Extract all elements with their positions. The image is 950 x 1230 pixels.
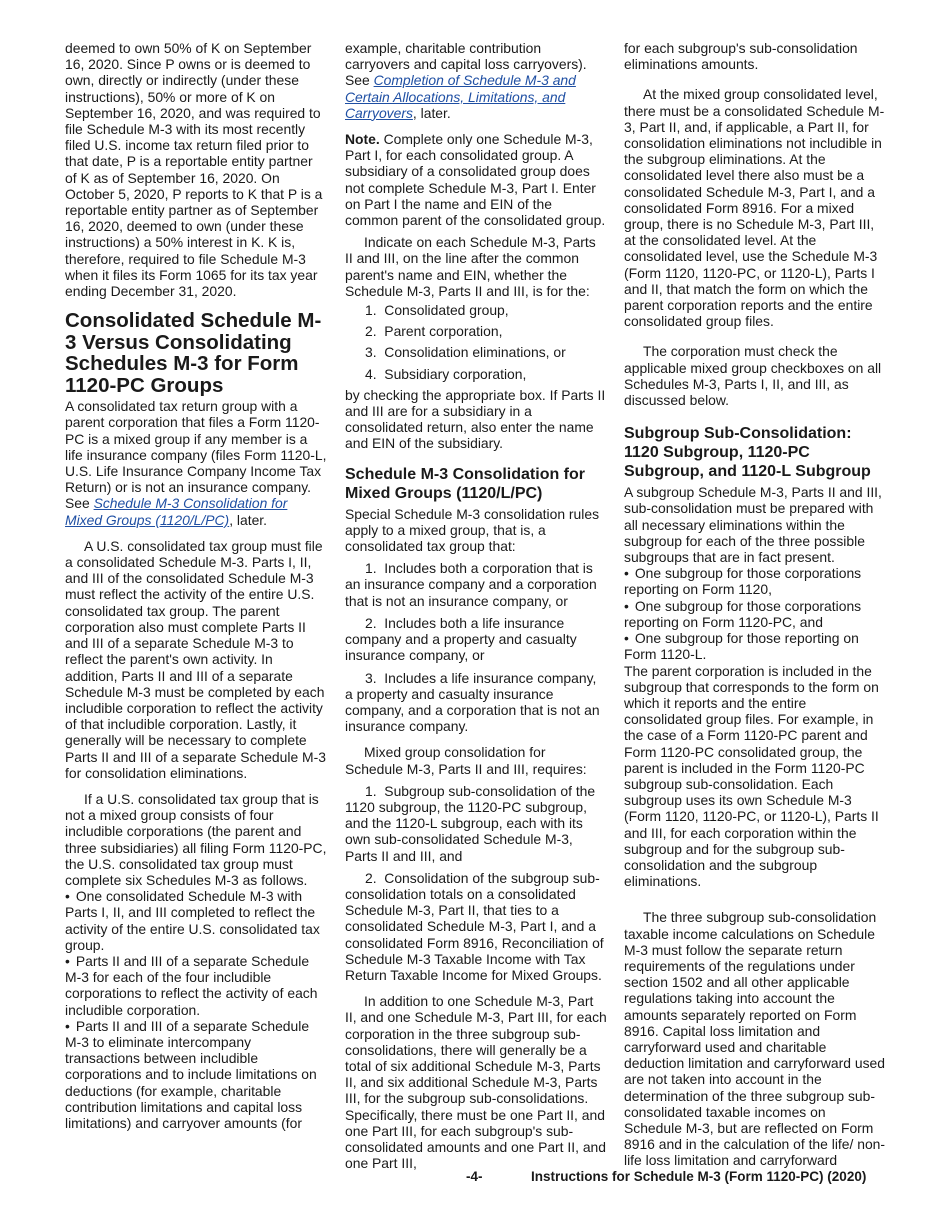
purpose-list <box>345 302 607 382</box>
document-title: Instructions for Schedule M-3 (Form 1120-PC) (2020) <box>531 1169 867 1184</box>
list-item: 1. Consolidated group, <box>365 302 509 319</box>
link-mixed-groups[interactable]: Schedule M-3 Consolidation for Mixed Groups (1120/L/PC) <box>65 495 288 528</box>
bullet-item: • One subgroup for those corporations reporting on Form 1120, <box>624 565 886 597</box>
paragraph-special-rules: Special Schedule M-3 consolidation rules apply to a mixed group, that is, a consolidated tax group that: <box>345 505 600 555</box>
numbered-paragraph: 1. Subgroup sub-consolidation of the 1120 subgroup, the 1120-PC subgroup, and the 1120-L subgroup, each with its own sub-consolidated Schedule M-3, Parts II and III, and <box>345 782 596 864</box>
link-completion-of-schedule[interactable]: Completion of Schedule M-3 and Certain Allocations, Limitations, and Carryovers <box>345 72 576 121</box>
page-number: -4- <box>466 1169 483 1184</box>
list-item: 2. Parent corporation, <box>365 323 503 340</box>
column-3 <box>624 40 886 1169</box>
paragraph-parent-corporation: The parent corporation is included in the subgroup that corresponds to the form on which it reports and the entire consolidated group files. For example, in the case of a Form 1120-PC parent and Form 1120-PC consolidated group, the parent is included in the Form 1120-PC subgroup sub-consolidation. Each subgroup uses its own Schedule M-3 (Form 1120, 1120-PC, or 1120-L), Parts II and III, for each corporation within the subgroup and for the subgroup sub-consolidation and the subgroup eliminations. <box>624 662 879 890</box>
paragraph-subgroup: A subgroup Schedule M-3, Parts II and III, sub-consolidation must be prepared with all necessary eliminations within the subgroup for each of the three possible subgroups that are in fact present. <box>624 484 882 566</box>
paragraph-in-addition: In addition to one Schedule M-3, Part II, and one Schedule M-3, Part III, for each corporation in the three subgroup sub-consolidations, there will generally be a total of six additional Schedule M-3, Parts II, and six additional Schedule M-3, Parts III, for the subgroup sub-consolidations. Specifically, there must be one Part II, and one Part III, for each subgroup's sub-consolidated amounts and one Part II, and one Part III, <box>345 993 607 1172</box>
bullet-item: • One subgroup for those reporting on Form 1120-L. <box>624 630 886 662</box>
paragraph-consolidated-schedule: A U.S. consolidated tax group must file a consolidated Schedule M-3. Parts I, II, and III of the consolidated Schedule M-3 must reflect the activity of the entire U.S. consolidated tax group. The parent corporation also must complete Parts II and III of a separate Schedule M-3 to reflect the parent's own activity. In addition, Parts II and III of a separate Schedule M-3 must be completed by each includible corporation to reflect the activity of that includible corporation. Lastly, it generally will be necessary to complete Parts II and III of a separate Schedule M-3 for consolidation eliminations. <box>65 537 326 781</box>
paragraph-checking: by checking the appropriate box. If Parts II and III are for a subsidiary in a consolidated return, also enter the name and EIN of the subsidiary. <box>345 386 606 452</box>
section-heading-mixed-groups: Schedule M-3 Consolidation for Mixed Groups (1120/L/PC) <box>345 465 586 502</box>
paragraph-continuation: deemed to own 50% of K on September 16, 2020. Since P owns or is deemed to own, directly or indirectly (under these instructions), 50% or more of K on September 16, 2020, and was required to file Schedule M-3 with its most recently filed U.S. income tax return filed prior to that date, P is a reportable entity partner of K as of September 16, 2020. On October 5, 2020, P reports to K that P is a reportable entity partner as of September 16, 2020, deemed to own (under these instructions) a 50% interest in K. K is, therefore, required to file Schedule M-3 when it files its Form 1065 for its tax year ending December 31, 2020. <box>65 40 323 300</box>
column-1 <box>65 40 327 1131</box>
note-paragraph: Note. Complete only one Schedule M-3, Part I, for each consolidated group. A subsidiary of a consolidated group does not complete Schedule M-3, Part I. Enter on Part I the name and EIN of the common parent of the consolidated group. <box>345 131 606 229</box>
bullet-item: • One consolidated Schedule M-3 with Parts I, II, and III completed to reflect the activity of the entire U.S. consolidated tax group. <box>65 888 327 953</box>
section-heading-consolidated: Consolidated Schedule M-3 Versus Consolidating Schedules M-3 for Form 1120-PC Groups <box>65 309 322 397</box>
numbered-paragraph: 1. Includes both a corporation that is an insurance company and a corporation that is not an insurance company, or <box>345 560 597 609</box>
paragraph-mixed-group-level: At the mixed group consolidated level, there must be a consolidated Schedule M-3, Part II, and, if applicable, a Part II, for consolidation eliminations not includible in the subgroup eliminations. At the consolidated level there also must be a consolidated Schedule M-3, Part I, and a consolidated Form 8916. For a mixed group, there is no Schedule M-3, Part III, at the consolidated level. At the consolidated level, use the Schedule M-3 (Form 1120, 1120-PC, or 1120-L), Parts I and II, that match the form on which the parent corporation reports and the entire consolidated group files. <box>624 86 885 330</box>
paragraph-not-mixed-group: If a U.S. consolidated tax group that is not a mixed group consists of four includible corporations (the parent and three subsidiaries) all filing Form 1120-PC, the U.S. consolidated tax group must complete six Schedules M-3 as follows. <box>65 790 327 888</box>
paragraph-indicate: Indicate on each Schedule M-3, Parts II and III, on the line after the common parent's name and EIN, whether the Schedule M-3, Parts II and III, is for the: <box>345 234 596 299</box>
note-label: Note. <box>345 131 380 148</box>
paragraph-check-boxes: The corporation must check the applicable mixed group checkboxes on all Schedules M-3, Parts I, II, and III, as discussed below. <box>624 343 882 409</box>
bullet-item: • One subgroup for those corporations reporting on Form 1120-PC, and <box>624 598 886 630</box>
list-item: 3. Consolidation eliminations, or <box>365 344 566 361</box>
numbered-paragraph: 3. Includes a life insurance company, a property and casualty insurance company, and a corporation that is not an insurance company. <box>345 669 600 735</box>
numbered-paragraph: 2. Includes both a life insurance company and a property and casualty insurance company, or <box>345 614 577 664</box>
paragraph-continuation: for each subgroup's sub-consolidation eliminations amounts. <box>624 40 858 73</box>
paragraph-three-subgroup: The three subgroup sub-consolidation taxable income calculations on Schedule M-3 must follow the separate return requirements of the regulations under section 1502 and all other applicable regulations taking into account the amounts separately reported on Form 8916. Capital loss limitation and carryforward used and charitable deduction limitation and carryforward used are not taken into account in the determination of the three subgroup sub-consolidated taxable incomes on Schedule M-3, but are reflected on Form 8916 and in the calculation of the life/ non-life loss limitation and carryforward <box>624 909 886 1169</box>
paragraph-mixed-consolidation: Mixed group consolidation for Schedule M-3, Parts II and III, requires: <box>345 744 587 777</box>
paragraph-continuation: example, charitable contribution carryovers and capital loss carryovers). See Completion of Schedule M-3 and Certain Allocations, Limitations, and Carryovers, later. <box>345 40 587 121</box>
section-heading-subgroup: Subgroup Sub-Consolidation: 1120 Subgroup, 1120-PC Subgroup, and 1120-L Subgroup <box>624 425 871 481</box>
bullet-item: • Parts II and III of a separate Schedule M-3 to eliminate intercompany transactions between includible corporations and to include limitations on deductions (for example, charitable contribution limitations and capital loss limitations) and carryover amounts (for <box>65 1018 327 1131</box>
numbered-paragraph: 2. Consolidation of the subgroup sub-consolidation totals on a consolidated Schedule M-3, Part II, that ties to a consolidated Schedule M-3, Part I, and a consolidated Form 8916, Reconciliation of Schedule M-3 Taxable Income with Tax Return Taxable Income for Mixed Groups. <box>345 869 604 983</box>
column-2 <box>345 40 607 1171</box>
list-item: 4. Subsidiary corporation, <box>365 365 527 382</box>
paragraph-mixed-group: A consolidated tax return group with a parent corporation that files a Form 1120-PC is a mixed group if any member is a life insurance company (files Form 1120-L, U.S. Life Insurance Company Income Tax Return) or is not an insurance company. See Schedule M-3 Consolidation for Mixed Groups (1120/L/PC), later. <box>65 398 327 528</box>
bullet-item: • Parts II and III of a separate Schedule M-3 for each of the four includible corporations to reflect the activity of each includible corporation. <box>65 953 327 1018</box>
